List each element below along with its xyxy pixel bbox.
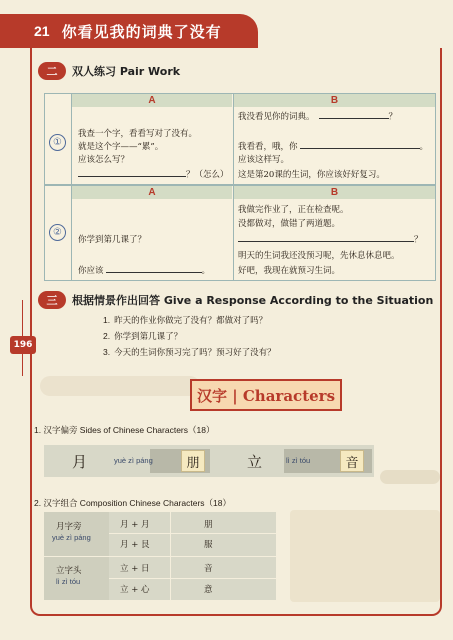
response-badge: 三 [38, 291, 66, 309]
response-questions [103, 314, 276, 362]
question-item: 3. 今天的生词你预习完了吗？预习好了没有？ [103, 347, 276, 358]
sides-strip [44, 445, 374, 477]
answer-blank[interactable] [78, 169, 186, 177]
table-2-sep-left [71, 185, 72, 281]
group-1-marker: ① [49, 134, 66, 151]
response-title: 根据情景作出回答 Give a Response According to the Situation [72, 294, 434, 307]
answer-blank[interactable] [300, 141, 420, 149]
lesson-number: 21 [34, 23, 50, 39]
comp-formula: 立 + 日 [120, 564, 150, 574]
lesson-title: 你看见我的词典了没有 [61, 22, 222, 41]
comp-result: 服 [204, 540, 213, 550]
pair-work-title: 双人练习 Pair Work [72, 65, 181, 78]
col-head-a-2: A [72, 186, 232, 199]
g1-b-line-1: 我没看见你的词典。 ？ [238, 112, 398, 122]
comp-result: 意 [204, 585, 213, 595]
g2-b-line-3: ？ [238, 233, 423, 245]
question-item: 1. 昨天的作业你做完了没有？都做对了吗？ [103, 315, 268, 326]
table-2-sep-mid [233, 185, 234, 281]
comp-formula: 立 + 心 [120, 585, 150, 595]
composition-row-line-2 [109, 578, 276, 579]
example-char-peng: 朋 [181, 450, 205, 472]
composition-row-line-1 [109, 533, 276, 534]
table-1-sep-left [71, 93, 72, 185]
radical-yue: 月 [72, 453, 88, 471]
sides-heading: 1. 汉字偏旁 Sides of Chinese Characters（18） [34, 425, 215, 435]
comp-result: 朋 [204, 520, 213, 530]
question-item: 2. 你学到第几课了？ [103, 331, 183, 342]
g2-a-line-5: 你应该 。 [78, 266, 211, 276]
example-char-yin: 音 [340, 450, 364, 472]
col-head-b-1: B [234, 94, 435, 107]
col-head-a-1: A [72, 94, 232, 107]
g1-a-line-2: 我查一个字，看看写对了没有。 [78, 129, 198, 139]
table-1-sep-mid [233, 93, 234, 185]
col-head-b-2: B [234, 186, 435, 199]
answer-blank[interactable] [106, 265, 202, 273]
g1-b-line-3: 我看看，哦，你 。 [238, 142, 429, 152]
g2-b-line-2: 没都做对，做错了两道题。 [238, 219, 341, 229]
comp-formula: 月 + 艮 [120, 540, 150, 550]
comp-formula: 月 + 月 [120, 520, 150, 530]
bleed-through-band [40, 376, 200, 396]
lesson-banner [0, 14, 258, 48]
answer-blank[interactable] [238, 234, 414, 242]
group-2-marker: ② [49, 224, 66, 241]
comp-group-1-name: 月字旁 [56, 522, 82, 532]
radical-li-pinyin: lì zì tóu [286, 456, 311, 465]
g2-b-line-4: 明天的生词我还没预习呢，先休息休息吧。 [238, 251, 400, 261]
lantern-string-bottom [22, 354, 23, 376]
g1-a-line-4: 应该怎么写？ [78, 155, 130, 165]
comp-result: 音 [204, 564, 213, 574]
answer-blank[interactable] [319, 111, 389, 119]
page-number: 196 [10, 336, 36, 354]
lantern-string-top [22, 300, 23, 336]
comp-group-2-pinyin: lì zì tóu [56, 577, 81, 586]
g2-b-line-1: 我做完作业了，正在检查呢。 [238, 205, 349, 215]
bleed-through-band [290, 510, 440, 602]
pair-work-heading [38, 62, 180, 80]
radical-yue-pinyin: yuè zì páng [114, 456, 153, 465]
radical-li: 立 [247, 453, 263, 471]
characters-banner: 汉字 | Characters [190, 379, 342, 411]
composition-divider [44, 556, 276, 557]
pair-work-badge: 二 [38, 62, 66, 80]
comp-group-1-pinyin: yuè zì páng [52, 533, 91, 542]
composition-heading: 2. 汉字组合 Composition Chinese Characters（18） [34, 498, 231, 508]
composition-col-line [170, 512, 171, 600]
response-heading [38, 291, 433, 309]
g1-b-line-4: 应该这样写。 [238, 155, 290, 165]
bleed-through-band [380, 470, 440, 484]
comp-group-2-name: 立字头 [56, 566, 82, 576]
g2-b-line-5: 好吧，我现在就预习生词。 [238, 266, 341, 276]
g2-a-line-3: 你学到第几课了？ [78, 235, 147, 245]
g1-a-line-3: 就是这个字——“累”。 [78, 142, 164, 152]
g1-b-line-5: 这是第20课的生词，你应该好好复习。 [238, 170, 385, 180]
g1-a-line-5: ？（怎么） [78, 168, 229, 180]
